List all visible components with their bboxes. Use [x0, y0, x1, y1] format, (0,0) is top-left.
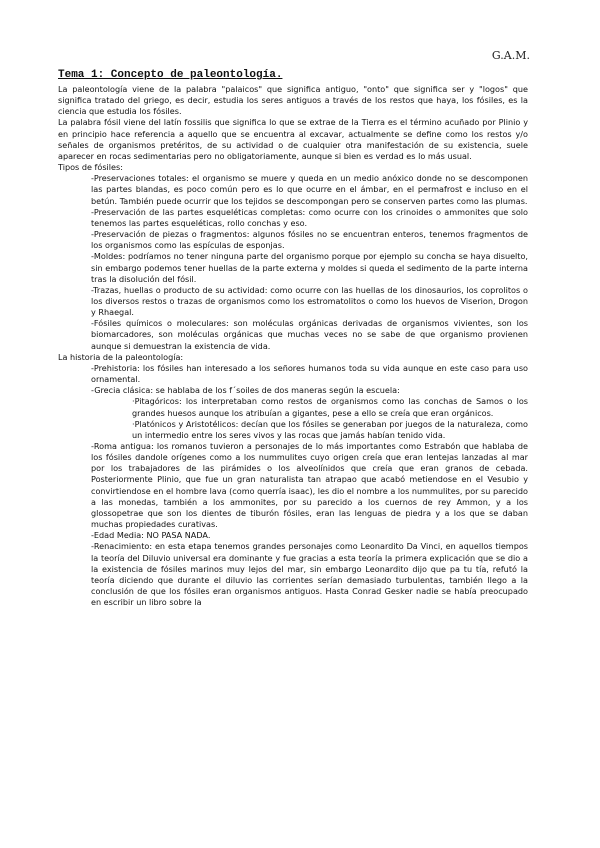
fossil-types-heading: Tipos de fósiles: — [58, 162, 123, 173]
history-grecia: -Grecia clásica: se hablaba de los f´soiles de dos maneras según la escuela: — [91, 385, 400, 396]
intro-paragraph: La paleontología viene de la palabra "palaicos" que significa antiguo, "onto" que significa ser y "logos" que significa tratado del griego, es decir, estudia los seres antiguos a través de los restos que haya, los fósiles, es la ciencia que estudia los fósiles. — [58, 84, 528, 117]
history-renacimiento: -Renacimiento: en esta etapa tenemos grandes personajes como Leonardito Da Vinci, en aquellos tiempos la teoría del Diluvio universal era dominante y fue gracias a esta teoría la primera explicación que se dio a la existencia de fósiles marinos muy lejos del mar, sin embargo Leonardito dijo que pa tu tía, refutó la teoría diciendo que durante el diluvio las corrientes serían demasiado turbulentas, también llego a la conclusión de que los fósiles eran organismos antiguos. Hasta Conrad Gesker nadie se había preocupado en escribir un libro sobre la — [91, 541, 528, 608]
fossil-type-item: -Trazas, huellas o producto de su actividad: como ocurre con las huellas de los dinosaurios, los coprolitos o los diversos restos o trazas de organismos como los estromatolitos o como los huevos de Viserion, Drogon y Rhaegal. — [91, 284, 528, 318]
history-roma: -Roma antigua: los romanos tuvieron a personajes de lo más importantes como Estrabón que hablaba de los fósiles dandole orígenes como a los nummulites cuyo origen creía que eran lentejas lanzadas al mar por los trabajadores de las pirámides o los alveolínidos que creía que eran granos de cebada. Posteriormente Plinio, que fue un gran naturalista tan atrapao que acabó metiendose en el Vesubio y convirtiendose en el hombre lava (como querría isaac), les dio el nombre a los nummulites, por su parecido a las monedas, también a los ammonites, por su parecido a los cuernos de rey Ammon, y a los glossopetrae que son los dientes de tiburón fósiles, eran las lenguas de piedra y a los que se daban muchas propiedades curativas. — [91, 441, 528, 530]
fossil-type-item: -Moldes: podríamos no tener ninguna parte del organismo porque por ejemplo su concha se haya disuelto, sin embargo podemos tener huellas de la parte externa y moldes si queda el sedimento de la parte interna tras la disolución del fósil. — [91, 251, 528, 284]
fossil-type-item: -Preservaciones totales: el organismo se muere y queda en un medio anóxico donde no se descomponen las partes blandas, es poco común pero es lo que ocurre en el ámbar, en el permafrost e incluso en el betún. También puede ocurrir que los tejidos se descompongan pero se conserven partes como las plumas. — [91, 173, 528, 206]
history-edad-media: -Edad Media: NO PASA NADA. — [91, 530, 211, 541]
intro-paragraph: La palabra fósil viene del latín fossilis que significa lo que se extrae de la Tierra es el término acuñado por Plinio y en principio hace referencia a aquello que se encuentra al excavar, actualmente se define como los restos y/o señales de organismos pretéritos, de su actividad o de cualquier otra manifestación de su existencia, suele aparecer en rocas sedimentarias pero no obligatoriamente, aunque si bien es verdad es lo más usual. — [58, 117, 528, 161]
history-grecia-school: ·Pitagóricos: los interpretaban como restos de organismos como las conchas de Samos o los grandes huesos aunque los atribuían a gigantes, pese a ello se creía que eran orgánicos. — [132, 396, 528, 418]
document-body — [58, 68, 528, 608]
history-heading: La historia de la paleontología: — [58, 351, 184, 362]
history-grecia-school: ·Platónicos y Aristotélicos: decían que los fósiles se generaban por juegos de la naturaleza, como un intermedio entre los seres vivos y las rocas que jamás habían tenido vida. — [132, 418, 528, 440]
author-initials: G.A.M. — [491, 49, 530, 62]
fossil-type-item: -Fósiles químicos o moleculares: son moléculas orgánicas derivadas de organismos vivientes, son los biomarcadores, son moléculas orgánicas que muchas veces no se sabe de que organismo provienen aunque si demuestran la existencia de vida. — [91, 318, 528, 351]
history-prehistoria: -Prehistoria: los fósiles han interesado a los señores humanos toda su vida aunque en este caso para uso ornamental. — [91, 362, 528, 385]
fossil-type-item: -Preservación de las partes esqueléticas completas: como ocurre con los crinoides o ammonites que solo tenemos las partes esqueléticas, rollo conchas y eso. — [91, 206, 528, 228]
fossil-type-item: -Preservación de piezas o fragmentos: algunos fósiles no se encuentran enteros, tenemos fragmentos de los organismos como las espículas de esponjas. — [91, 229, 528, 251]
document-title: Tema 1: Concepto de paleontología. — [58, 69, 283, 81]
